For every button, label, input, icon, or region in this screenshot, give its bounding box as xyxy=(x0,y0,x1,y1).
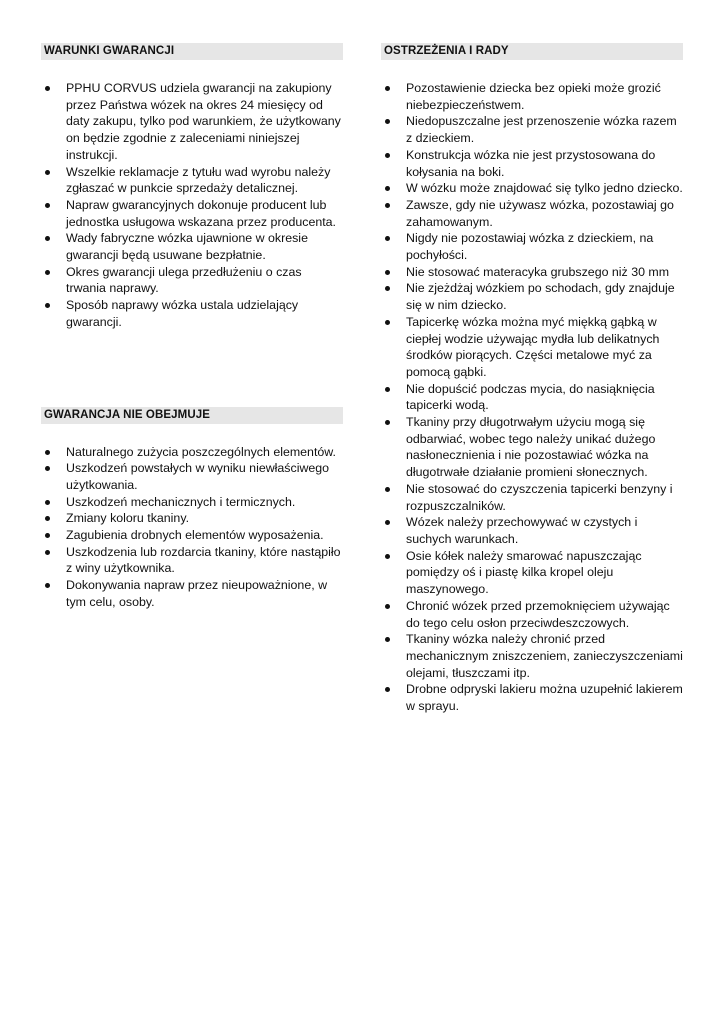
list-item-text: Zagubienia drobnych elementów wyposażenia. xyxy=(66,528,324,543)
list-item xyxy=(381,280,683,313)
list-item xyxy=(381,481,683,514)
bullet-icon xyxy=(45,550,50,555)
warranty-terms-heading: WARUNKI GWARANCJI xyxy=(41,43,343,60)
warranty-exclusions-section xyxy=(41,407,343,611)
list-item-text: PPHU CORVUS udziela gwarancji na zakupiony przez Państwa wózek na okres 24 miesięcy od daty zakupu, tylko pod warunkiem, że użytkowany on będzie zgodnie z zaleceniami niniejszej instrukcji. xyxy=(66,81,341,162)
list-item-text: Drobne odpryski lakieru można uzupełnić lakierem w sprayu. xyxy=(406,682,683,714)
list-item-text: Uszkodzeń powstałych w wyniku niewłaściwego użytkowania. xyxy=(66,461,330,492)
list-item xyxy=(41,510,343,527)
bullet-icon xyxy=(385,604,390,609)
list-item xyxy=(381,197,683,230)
bullet-icon xyxy=(385,86,390,91)
list-item xyxy=(381,314,683,381)
list-item xyxy=(381,264,683,281)
list-item-text: Nigdy nie pozostawiaj wózka z dzieckiem, na pochyłości. xyxy=(406,231,654,263)
bullet-icon xyxy=(385,286,390,291)
bullet-icon xyxy=(385,186,390,191)
list-item-text: Uszkodzeń mechanicznych i termicznych. xyxy=(66,494,296,509)
list-item-text: Pozostawienie dziecka bez opieki może grozić niebezpieczeństwem. xyxy=(406,81,661,112)
list-item-text: Naturalnego zużycia poszczególnych elementów. xyxy=(66,444,336,459)
list-item-text: Wszelkie reklamacje z tytułu wad wyrobu należy zgłaszać w punkcie sprzedaży detalicznej. xyxy=(66,164,331,196)
bullet-icon xyxy=(385,520,390,525)
list-item xyxy=(41,544,343,577)
list-item xyxy=(381,230,683,263)
list-item xyxy=(41,577,343,610)
list-item-text: Okres gwarancji ulega przedłużeniu o czas trwania naprawy. xyxy=(66,264,302,296)
bullet-icon xyxy=(385,236,390,241)
list-item-text: Dokonywania napraw przez nieupoważnione, w tym celu, osoby. xyxy=(66,578,328,609)
bullet-icon xyxy=(385,420,390,425)
bullet-icon xyxy=(385,203,390,208)
bullet-icon xyxy=(45,516,50,521)
list-item xyxy=(41,494,343,511)
list-item-text: Zmiany koloru tkaniny. xyxy=(66,511,190,526)
list-item-text: Tapicerkę wózka można myć miękką gąbką w ciepłej wodzie używając mydła lub delikatnych środków piorących. Części metalowe myć za pomocą gąbki. xyxy=(406,314,660,379)
warranty-exclusions-list xyxy=(41,444,343,611)
list-item-text: Tkaniny przy długotrwałym użyciu mogą się odbarwiać, wobec tego należy unikać dużego nasłonecznienia i nie pozostawiać wózka na długotrwałe działanie promieni słonecznych. xyxy=(406,415,656,480)
list-item xyxy=(41,230,343,263)
bullet-icon xyxy=(385,487,390,492)
list-item-text: Chronić wózek przed przemoknięciem używając do tego celu osłon przeciwdeszczowych. xyxy=(406,598,670,630)
warnings-heading: OSTRZEŻENIA I RADY xyxy=(381,43,683,60)
list-item xyxy=(381,80,683,113)
bullet-icon xyxy=(385,387,390,392)
bullet-icon xyxy=(45,203,50,208)
warnings-section xyxy=(381,43,683,715)
list-item xyxy=(381,113,683,146)
list-item-text: W wózku może znajdować się tylko jedno dziecko. xyxy=(406,181,683,196)
bullet-icon xyxy=(45,270,50,275)
warnings-list xyxy=(381,80,683,715)
list-item xyxy=(41,297,343,330)
list-item xyxy=(381,381,683,414)
bullet-icon xyxy=(45,236,50,241)
list-item xyxy=(41,527,343,544)
list-item xyxy=(41,80,343,164)
list-item-text: Sposób naprawy wózka ustala udzielający gwarancji. xyxy=(66,298,299,329)
bullet-icon xyxy=(45,533,50,538)
list-item-text: Napraw gwarancyjnych dokonuje producent lub jednostka usługowa wskazana przez producenta. xyxy=(66,197,337,229)
bullet-icon xyxy=(385,270,390,275)
list-item-text: Wózek należy przechowywać w czystych i suchych warunkach. xyxy=(406,515,638,546)
bullet-icon xyxy=(45,583,50,588)
list-item-text: Konstrukcja wózka nie jest przystosowana do kołysania na boki. xyxy=(406,147,656,179)
bullet-icon xyxy=(45,500,50,505)
list-item xyxy=(41,444,343,461)
list-item xyxy=(41,164,343,197)
list-item xyxy=(381,514,683,547)
bullet-icon xyxy=(45,303,50,308)
list-item xyxy=(381,414,683,481)
bullet-icon xyxy=(45,170,50,175)
bullet-icon xyxy=(385,687,390,692)
bullet-icon xyxy=(385,637,390,642)
list-item xyxy=(41,264,343,297)
list-item-text: Uszkodzenia lub rozdarcia tkaniny, które nastąpiło z winy użytkownika. xyxy=(66,544,341,576)
bullet-icon xyxy=(45,450,50,455)
list-item xyxy=(381,598,683,631)
warranty-exclusions-heading: GWARANCJA NIE OBEJMUJE xyxy=(41,407,343,424)
right-column xyxy=(381,43,683,715)
list-item xyxy=(41,197,343,230)
list-item-text: Osie kółek należy smarować napuszczając pomiędzy oś i piastę kilka kropel oleju maszynowego. xyxy=(406,548,642,597)
list-item xyxy=(381,147,683,180)
warranty-terms-list xyxy=(41,80,343,331)
list-item xyxy=(381,681,683,714)
left-column xyxy=(41,43,343,611)
list-item-text: Zawsze, gdy nie używasz wózka, pozostawiaj go zahamowanym. xyxy=(406,197,674,229)
bullet-icon xyxy=(385,153,390,158)
list-item-text: Niedopuszczalne jest przenoszenie wózka razem z dzieckiem. xyxy=(406,114,677,146)
list-item-text: Tkaniny wózka należy chronić przed mechanicznym zniszczeniem, zanieczyszczeniami olejami, tłuszczami itp. xyxy=(406,632,683,680)
bullet-icon xyxy=(385,119,390,124)
list-item xyxy=(381,631,683,681)
list-item-text: Nie dopuścić podczas mycia, do nasiąknięcia tapicerki wodą. xyxy=(406,381,655,413)
bullet-icon xyxy=(45,466,50,471)
list-item-text: Nie zjeżdżaj wózkiem po schodach, gdy znajduje się w nim dziecko. xyxy=(406,281,675,313)
list-item xyxy=(381,180,683,197)
list-item xyxy=(41,460,343,493)
warranty-terms-section xyxy=(41,43,343,331)
list-item-text: Nie stosować do czyszczenia tapicerki benzyny i rozpuszczalników. xyxy=(406,481,673,513)
bullet-icon xyxy=(45,86,50,91)
bullet-icon xyxy=(385,320,390,325)
list-item xyxy=(381,548,683,598)
bullet-icon xyxy=(385,554,390,559)
list-item-text: Nie stosować materacyka grubszego niż 30 mm xyxy=(406,264,670,279)
list-item-text: Wady fabryczne wózka ujawnione w okresie gwarancji będą usuwane bezpłatnie. xyxy=(66,231,308,263)
